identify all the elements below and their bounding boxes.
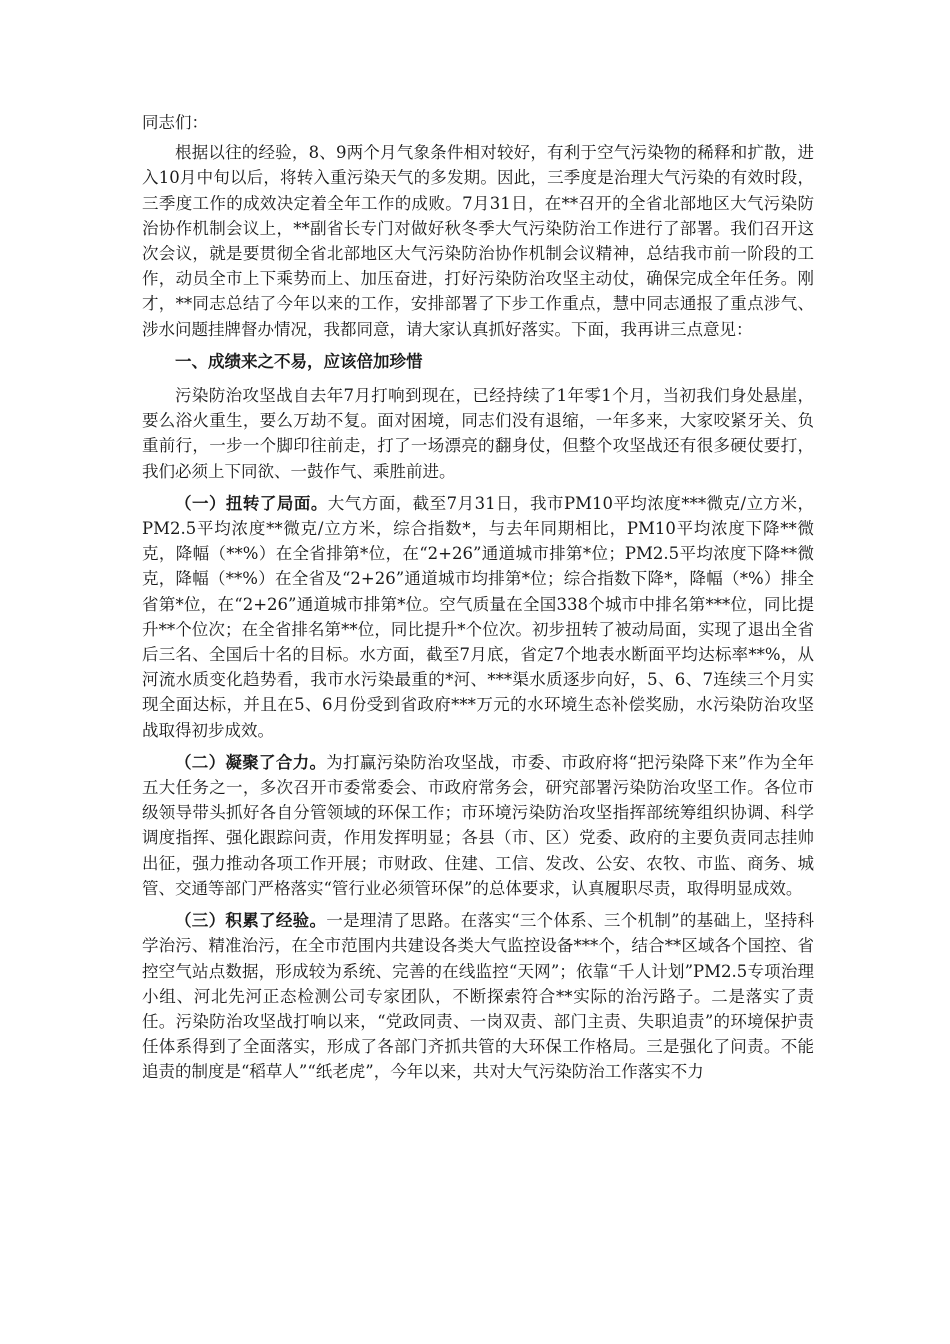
item-3-paragraph: [142, 908, 814, 1084]
item-2-paragraph: [142, 750, 814, 901]
document-body: [142, 110, 814, 1092]
item-3-label: （三）积累了经验。: [175, 911, 327, 931]
section-1-paragraph: 污染防治攻坚战自去年7月打响到现在，已经持续了1年零1个月，当初我们身处悬崖，要么浴火重生，要么万劫不复。面对困境，同志们没有退缩，一年多来，大家咬紧牙关、负重前行，一步一个脚印往前走，打了一场漂亮的翻身仗，但整个攻坚战还有很多硬仗要打，我们必须上下同欲、一鼓作气、乘胜前进。: [142, 386, 814, 481]
item-1-label: （一）扭转了局面。: [175, 493, 328, 513]
item-2-body: 为打赢污染防治攻坚战，市委、市政府将“把污染降下来”作为全年五大任务之一，多次召开市委常委会、市政府常务会，研究部署污染防治攻坚工作。各位市级领导带头抓好各自分管领域的环保工作；市环境污染防治攻坚指挥部统筹组织协调、科学调度指挥、强化跟踪问责，作用发挥明显；各县（市、区）党委、政府的主要负责同志挂帅出征，强力推动各项工作开展；市财政、住建、工信、发改、公安、农牧、市监、商务、城管、交通等部门严格落实“管行业必须管环保”的总体要求，认真履职尽责，取得明显成效。: [142, 752, 815, 898]
item-3-body: 一是理清了思路。在落实“三个体系、三个机制”的基础上，坚持科学治污、精准治污，在全市范围内共建设各类大气监控设备***个，结合**区域各个国控、省控空气站点数据，形成较为系统、完善的在线监控“天网”；依靠“千人计划”PM2.5专项治理小组、河北先河正态检测公司专家团队，不断探索符合**实际的治污路子。二是落实了责任。污染防治攻坚战打响以来，“党政同责、一岗双责、部门主责、失职追责”的环境保护责任体系得到了全面落实，形成了各部门齐抓共管的大环保工作格局。三是强化了问责。不能追责的制度是“稻草人”“纸老虎”，今年以来，共对大气污染防治工作落实不力: [142, 911, 815, 1082]
intro-paragraph: 根据以往的经验，8、9两个月气象条件相对较好，有利于空气污染物的稀释和扩散，进入10月中旬以后，将转入重污染天气的多发期。因此，三季度是治理大气污染的有效时段，三季度工作的成效决定着全年工作的成败。7月31日，在**召开的全省北部地区大气污染防治协作机制会议上，**副省长专门对做好秋冬季大气污染防治工作进行了部署。我们召开这次会议，就是要贯彻全省北部地区大气污染防治协作机制会议精神，总结我市前一阶段的工作，动员全市上下乘势而上、加压奋进，打好污染防治攻坚主动仗，确保完成全年任务。刚才，**同志总结了今年以来的工作，安排部署了下步工作重点，慧中同志通报了重点涉气、涉水问题挂牌督办情况，我都同意，请大家认真抓好落实。下面，我再讲三点意见：: [142, 143, 814, 339]
salutation: 同志们：: [142, 113, 208, 132]
item-1-body: 大气方面，截至7月31日，我市PM10平均浓度***微克/立方米，PM2.5平均浓度**微克/立方米，综合指数*，与去年同期相比，PM10平均浓度下降**微克，降幅（**%）在全省排第*位，在“2+26”通道城市排第*位；PM2.5平均浓度下降**微克，降幅（**%）在全省及“2+26”通道城市均排第*位；综合指数下降*，降幅（*%）排全省第*位，在“2+26”通道城市排第*位。空气质量在全国338个城市中排名第***位，同比提升**个位次；在全省排名第**位，同比提升*个位次。初步扭转了被动局面，实现了退出全省后三名、全国后十名的目标。水方面，截至7月底，省定7个地表水断面平均达标率**%，从河流水质变化趋势看，我市水污染最重的*河、***渠水质逐步向好，5、6、7连续三个月实现全面达标，并且在5、6月份受到省政府***万元的水环境生态补偿奖励，水污染防治攻坚战取得初步成效。: [142, 493, 814, 740]
item-2-label: （二）凝聚了合力。: [175, 752, 327, 772]
item-1-paragraph: [142, 491, 814, 743]
section-heading-1: 一、成绩来之不易，应该倍加珍惜: [175, 351, 423, 371]
